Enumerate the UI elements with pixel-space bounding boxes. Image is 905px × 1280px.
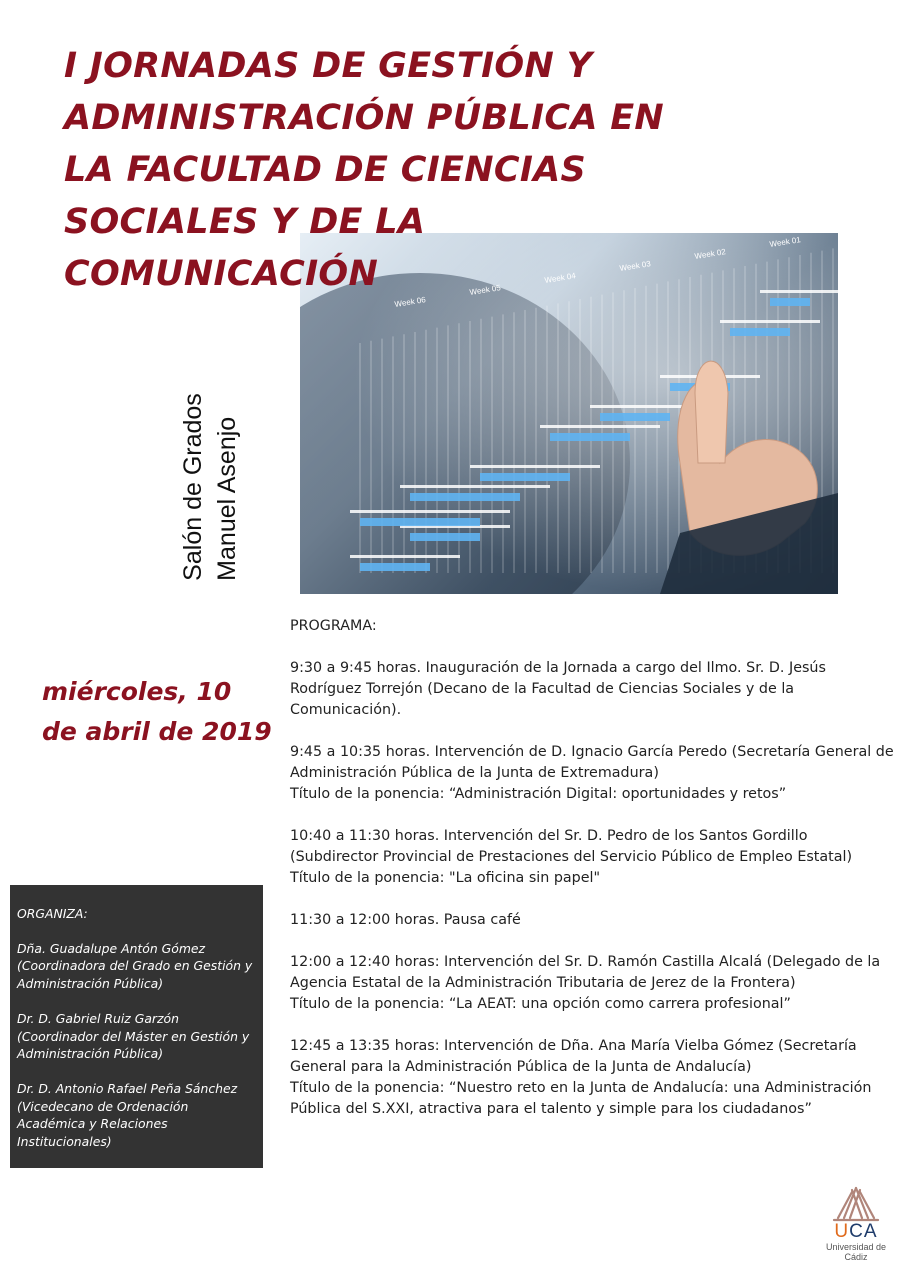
uca-acronym-rest: CA — [849, 1221, 878, 1242]
title-line: I JORNADAS DE GESTIÓN Y — [64, 46, 593, 86]
week-label: Week 06 — [393, 295, 427, 309]
week-label: Week 03 — [618, 259, 652, 273]
gantt-milestone-line — [350, 555, 460, 558]
title-line: ADMINISTRACIÓN PÚBLICA EN — [64, 98, 665, 138]
program-item-talk: Título de la ponencia: “Nuestro reto en la Junta de Andalucía: una Administración Pública del S.XXI, atractiva para el talento y simple para los ciudadanos” — [290, 1080, 872, 1117]
program-item-talk: Título de la ponencia: “La AEAT: una opción como carrera profesional” — [290, 996, 791, 1012]
gantt-task-bar — [480, 473, 570, 481]
program-item — [290, 742, 895, 805]
event-title — [64, 40, 784, 300]
venue-line: Manuel Asenjo — [213, 416, 241, 581]
uca-logo — [818, 1180, 894, 1276]
program-item — [290, 826, 895, 889]
program-item-text: 11:30 a 12:00 horas. Pausa café — [290, 912, 521, 928]
gantt-task-bar — [410, 533, 480, 541]
organizers-title: ORGANIZA: — [17, 906, 88, 921]
uca-emblem-icon — [826, 1180, 886, 1222]
gantt-task-bar — [360, 518, 480, 526]
gantt-task-bar — [360, 563, 430, 571]
organizer-role: (Coordinadora del Grado en Gestión y Administración Pública) — [17, 958, 253, 992]
gantt-milestone-line — [540, 425, 660, 428]
program-heading: PROGRAMA: — [290, 618, 377, 634]
program-item — [290, 1036, 895, 1120]
program — [290, 616, 895, 1141]
gantt-milestone-line — [350, 510, 510, 513]
program-item-text: 12:00 a 12:40 horas: Intervención del Sr. D. Ramón Castilla Alcalá (Delegado de la Agencia Estatal de la Administración Tributaria de Jerez de la Frontera) — [290, 954, 881, 991]
gantt-task-bar — [730, 328, 790, 336]
organizer — [17, 1010, 255, 1063]
venue-line: Salón de Grados — [179, 393, 207, 581]
gantt-task-bar — [410, 493, 520, 501]
week-label: Week 01 — [768, 235, 802, 249]
week-label: Week 05 — [468, 283, 502, 297]
title-line: SOCIALES Y DE LA — [64, 202, 426, 242]
program-item-text: 12:45 a 13:35 horas: Intervención de Dña. Ana María Vielba Gómez (Secretaría General para la Administración Pública de la Junta de Andalucía) — [290, 1038, 857, 1075]
gantt-milestone-line — [400, 485, 550, 488]
gantt-task-bar — [550, 433, 630, 441]
program-item-text: 10:40 a 11:30 horas. Intervención del Sr. D. Pedro de los Santos Gordillo (Subdirector Provincial de Prestaciones del Servicio Público de Empleo Estatal) — [290, 828, 853, 865]
organizers-box — [10, 885, 263, 1168]
title-line: COMUNICACIÓN — [64, 254, 379, 294]
uca-acronym — [818, 1222, 894, 1242]
program-item — [290, 952, 895, 1015]
program-item — [290, 910, 895, 931]
organizer — [17, 940, 255, 993]
index-finger — [695, 361, 728, 463]
venue — [170, 380, 250, 594]
title-line: LA FACULTAD DE CIENCIAS — [64, 150, 587, 190]
organizer-name: Dña. Guadalupe Antón Gómez — [17, 940, 206, 956]
week-label: Week 04 — [543, 271, 577, 285]
gantt-milestone-line — [470, 465, 600, 468]
organizer-role: (Coordinador del Máster en Gestión y Administración Pública) — [17, 1028, 250, 1062]
gantt-task-bar — [600, 413, 670, 421]
program-item — [290, 658, 895, 721]
uca-name: Universidad de Cádiz — [825, 1242, 887, 1262]
event-date: miércoles, 10 de abril de 2019 — [42, 677, 272, 746]
uca-acronym-u: U — [834, 1221, 850, 1242]
organizer — [17, 1080, 255, 1151]
organizer-name: Dr. D. Gabriel Ruiz Garzón — [17, 1010, 179, 1026]
gantt-milestone-line — [720, 320, 820, 323]
program-item-talk: Título de la ponencia: “Administración Digital: oportunidades y retos” — [290, 786, 787, 802]
program-item-text: 9:30 a 9:45 horas. Inauguración de la Jornada a cargo del Ilmo. Sr. D. Jesús Rodríguez Torrejón (Decano de la Facultad de Ciencias Sociales y de la Comunicación). — [290, 660, 826, 718]
organizer-role: (Vicedecano de Ordenación Académica y Relaciones Institucionales) — [17, 1098, 189, 1150]
program-item-talk: Título de la ponencia: "La oficina sin papel" — [290, 870, 601, 886]
week-label: Week 02 — [693, 247, 727, 261]
organizer-name: Dr. D. Antonio Rafael Peña Sánchez — [17, 1080, 238, 1096]
program-item-text: 9:45 a 10:35 horas. Intervención de D. Ignacio García Peredo (Secretaría General de Administración Pública de la Junta de Extremadura) — [290, 744, 894, 781]
